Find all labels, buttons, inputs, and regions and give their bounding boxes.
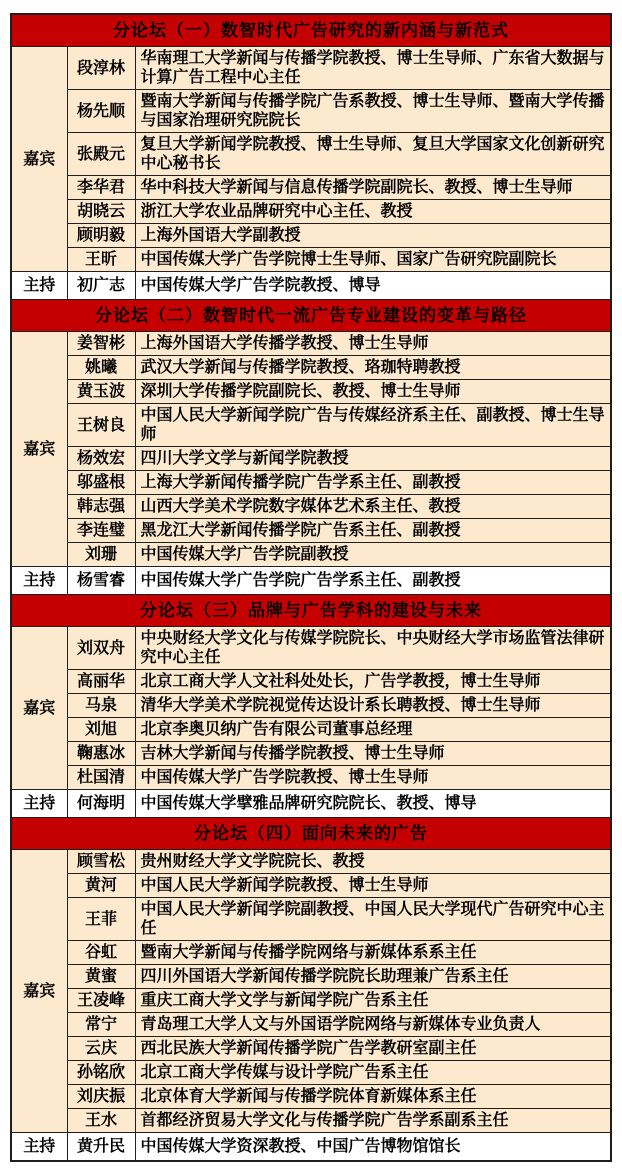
guest-name: 刘双舟: [67, 627, 135, 670]
guest-row: [11, 356, 611, 380]
guest-desc: 青岛理工大学人文与外国语学院网络与新媒体专业负责人: [135, 1013, 611, 1037]
guest-name: 王昕: [67, 248, 135, 272]
guest-role-label: 嘉宾: [11, 47, 67, 272]
section-title: 分论坛（二）数智时代一流广告专业建设的变革与路径: [11, 300, 611, 332]
section-header-row: [11, 14, 611, 47]
guest-desc: 中国传媒大学广告学院教授、博士生导师: [135, 766, 611, 790]
guest-desc: 华南理工大学新闻与传播学院教授、博士生导师、广东省大数据与计算广告工程中心主任: [135, 47, 611, 90]
guest-row: [11, 471, 611, 495]
section-title: 分论坛（一）数智时代广告研究的新内涵与新范式: [11, 14, 611, 47]
host-role-label: 主持: [11, 272, 67, 300]
guest-desc: 复旦大学新闻学院教授、博士生导师、复旦大学国家文化创新研究中心秘书长: [135, 133, 611, 176]
guest-desc: 首都经济贸易大学文化与传播学院广告学系副系主任: [135, 1109, 611, 1133]
guest-name: 杨效宏: [67, 447, 135, 471]
guest-desc: 深圳大学传播学院副院长、教授、博士生导师: [135, 380, 611, 404]
section-title: 分论坛（四）面向未来的广告: [11, 818, 611, 850]
guest-name: 云庆: [67, 1037, 135, 1061]
forum-program-table: [10, 13, 612, 1162]
guest-row: [11, 176, 611, 200]
host-role-label: 主持: [11, 1133, 67, 1162]
guest-desc: 中国人民大学新闻学院广告与传媒经济系主任、副教授、博士生导师: [135, 404, 611, 447]
guest-name: 王水: [67, 1109, 135, 1133]
guest-name: 杜国清: [67, 766, 135, 790]
host-name: 黄升民: [67, 1133, 135, 1162]
guest-role-label: 嘉宾: [11, 332, 67, 567]
guest-name: 张殿元: [67, 133, 135, 176]
guest-row: [11, 224, 611, 248]
section-title: 分论坛（三）品牌与广告学科的建设与未来: [11, 595, 611, 627]
guest-row: [11, 332, 611, 356]
host-role-label: 主持: [11, 790, 67, 818]
guest-row: [11, 670, 611, 694]
host-name: 何海明: [67, 790, 135, 818]
guest-role-label: 嘉宾: [11, 627, 67, 790]
forum-table-body: [11, 14, 611, 1161]
guest-row: [11, 718, 611, 742]
guest-name: 黄河: [67, 874, 135, 898]
guest-name: 段淳林: [67, 47, 135, 90]
guest-row: [11, 543, 611, 567]
guest-row: [11, 965, 611, 989]
guest-name: 杨先顺: [67, 90, 135, 133]
guest-name: 王树良: [67, 404, 135, 447]
guest-desc: 北京李奥贝纳广告有限公司董事总经理: [135, 718, 611, 742]
guest-desc: 黑龙江大学新闻传播学院广告系主任、副教授: [135, 519, 611, 543]
guest-desc: 北京工商大学传媒与设计学院广告系主任: [135, 1061, 611, 1085]
guest-name: 高丽华: [67, 670, 135, 694]
guest-desc: 吉林大学新闻与传播学院教授、博士生导师: [135, 742, 611, 766]
section-header-row: [11, 300, 611, 332]
guest-desc: 华中科技大学新闻与信息传播学院副院长、教授、博士生导师: [135, 176, 611, 200]
guest-row: [11, 989, 611, 1013]
guest-name: 黄玉波: [67, 380, 135, 404]
guest-desc: 中国传媒大学广告学院副教授: [135, 543, 611, 567]
host-row: [11, 1133, 611, 1162]
guest-name: 常宁: [67, 1013, 135, 1037]
guest-name: 顾明毅: [67, 224, 135, 248]
guest-row: [11, 898, 611, 941]
host-row: [11, 790, 611, 818]
guest-desc: 上海外国语大学副教授: [135, 224, 611, 248]
guest-row: [11, 47, 611, 90]
guest-name: 姜智彬: [67, 332, 135, 356]
guest-row: [11, 200, 611, 224]
guest-row: [11, 850, 611, 874]
guest-desc: 上海外国语大学传播学教授、博士生导师: [135, 332, 611, 356]
guest-row: [11, 1013, 611, 1037]
guest-row: [11, 627, 611, 670]
guest-desc: 四川大学文学与新闻学院教授: [135, 447, 611, 471]
host-desc: 中国传媒大学广告学院教授、博导: [135, 272, 611, 300]
guest-name: 韩志强: [67, 495, 135, 519]
guest-name: 刘庆振: [67, 1085, 135, 1109]
guest-name: 胡晓云: [67, 200, 135, 224]
guest-name: 马泉: [67, 694, 135, 718]
guest-row: [11, 1109, 611, 1133]
guest-row: [11, 1061, 611, 1085]
host-desc: 中国传媒大学广告学院广告学系主任、副教授: [135, 567, 611, 595]
guest-row: [11, 874, 611, 898]
guest-row: [11, 742, 611, 766]
section-header-row: [11, 595, 611, 627]
guest-name: 王菲: [67, 898, 135, 941]
guest-desc: 山西大学美术学院数字媒体艺术系主任、教授: [135, 495, 611, 519]
host-name: 杨雪睿: [67, 567, 135, 595]
guest-desc: 重庆工商大学文学与新闻学院广告系主任: [135, 989, 611, 1013]
guest-desc: 暨南大学新闻与传播学院广告系教授、博士生导师、暨南大学传播与国家治理研究院院长: [135, 90, 611, 133]
guest-row: [11, 133, 611, 176]
guest-desc: 中国人民大学新闻学院副教授、中国人民大学现代广告研究中心主任: [135, 898, 611, 941]
guest-row: [11, 404, 611, 447]
host-desc: 中国传媒大学擘雅品牌研究院院长、教授、博导: [135, 790, 611, 818]
guest-name: 孙铭欣: [67, 1061, 135, 1085]
guest-name: 顾雪松: [67, 850, 135, 874]
guest-row: [11, 380, 611, 404]
guest-row: [11, 519, 611, 543]
guest-row: [11, 1037, 611, 1061]
host-role-label: 主持: [11, 567, 67, 595]
guest-desc: 武汉大学新闻与传播学院教授、珞珈特聘教授: [135, 356, 611, 380]
guest-role-label: 嘉宾: [11, 850, 67, 1133]
guest-desc: 北京工商大学人文社科处处长，广告学教授，博士生导师: [135, 670, 611, 694]
guest-name: 王凌峰: [67, 989, 135, 1013]
guest-desc: 上海大学新闻传播学院广告学系主任、副教授: [135, 471, 611, 495]
host-desc: 中国传媒大学资深教授、中国广告博物馆馆长: [135, 1133, 611, 1162]
guest-name: 姚曦: [67, 356, 135, 380]
host-row: [11, 567, 611, 595]
guest-desc: 北京体育大学新闻与传播学院体育新媒体系主任: [135, 1085, 611, 1109]
guest-row: [11, 447, 611, 471]
guest-desc: 中央财经大学文化与传媒学院院长、中央财经大学市场监管法律研究中心主任: [135, 627, 611, 670]
guest-name: 刘旭: [67, 718, 135, 742]
guest-row: [11, 248, 611, 272]
guest-row: [11, 941, 611, 965]
guest-row: [11, 694, 611, 718]
guest-desc: 暨南大学新闻与传播学院网络与新媒体系系主任: [135, 941, 611, 965]
guest-name: 李华君: [67, 176, 135, 200]
guest-row: [11, 495, 611, 519]
guest-desc: 四川外国语大学新闻传播学院院长助理兼广告系主任: [135, 965, 611, 989]
guest-name: 邬盛根: [67, 471, 135, 495]
guest-row: [11, 766, 611, 790]
guest-desc: 中国人民大学新闻学院教授、博士生导师: [135, 874, 611, 898]
guest-desc: 贵州财经大学文学院院长、教授: [135, 850, 611, 874]
guest-name: 鞠惠冰: [67, 742, 135, 766]
host-name: 初广志: [67, 272, 135, 300]
guest-name: 谷虹: [67, 941, 135, 965]
guest-desc: 西北民族大学新闻传播学院广告学教研室副主任: [135, 1037, 611, 1061]
guest-row: [11, 1085, 611, 1109]
host-row: [11, 272, 611, 300]
guest-name: 李连璧: [67, 519, 135, 543]
section-header-row: [11, 818, 611, 850]
guest-name: 黄蜜: [67, 965, 135, 989]
guest-desc: 中国传媒大学广告学院博士生导师、国家广告研究院副院长: [135, 248, 611, 272]
guest-desc: 浙江大学农业品牌研究中心主任、教授: [135, 200, 611, 224]
guest-name: 刘珊: [67, 543, 135, 567]
guest-row: [11, 90, 611, 133]
guest-desc: 清华大学美术学院视觉传达设计系长聘教授、博士生导师: [135, 694, 611, 718]
